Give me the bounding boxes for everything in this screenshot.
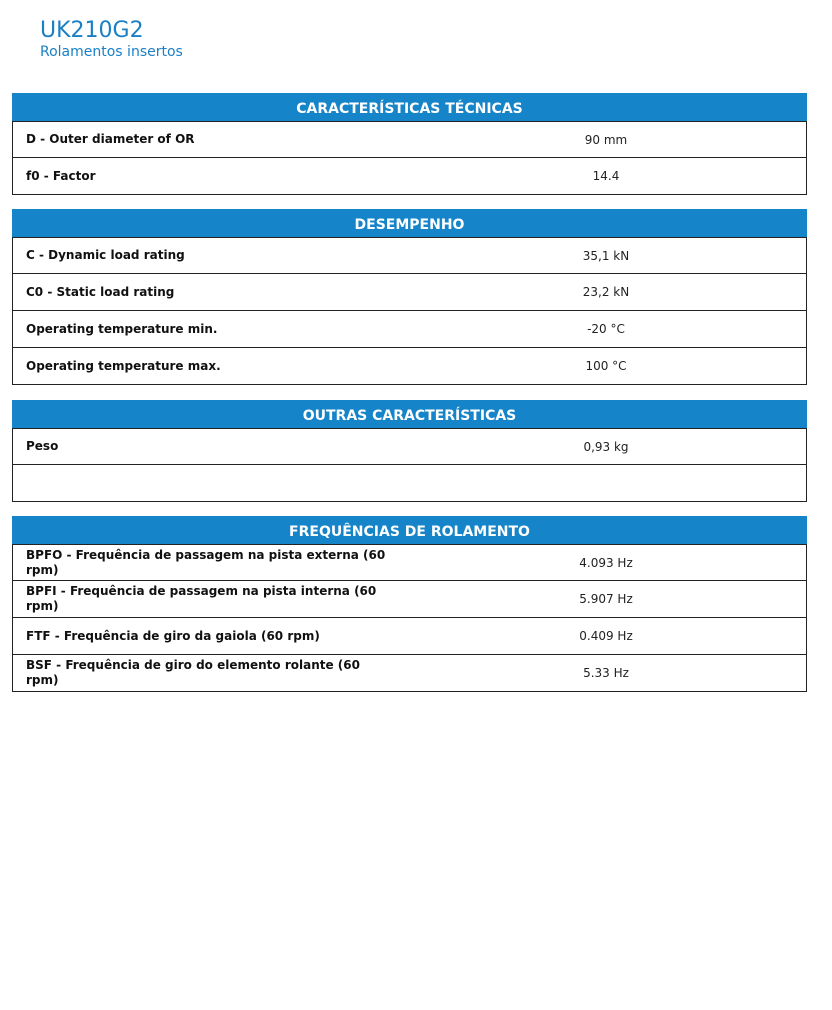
row-label: [13, 465, 406, 501]
section-performance: [12, 209, 807, 385]
table-row: [12, 311, 807, 348]
table-row: [12, 465, 807, 502]
section-title: CARACTERÍSTICAS TÉCNICAS: [12, 93, 807, 121]
section-technical: [12, 93, 807, 195]
row-label: Peso: [26, 439, 59, 453]
row-label: BPFI - Frequência de passagem na pista interna (60 rpm): [26, 584, 377, 613]
row-label: BSF - Frequência de giro do elemento rolante (60 rpm): [26, 658, 360, 687]
table-row: [12, 618, 807, 655]
row-label: D - Outer diameter of OR: [26, 132, 195, 146]
row-label: f0 - Factor: [26, 168, 96, 183]
row-label: C - Dynamic load rating: [26, 248, 185, 262]
row-value: 90 mm: [584, 132, 628, 147]
row-label: Operating temperature max.: [26, 358, 221, 373]
table-row: [12, 237, 807, 274]
row-value: 100 °C: [585, 359, 627, 373]
row-label: FTF - Frequência de giro da gaiola (60 rpm): [26, 628, 320, 643]
row-label: Operating temperature min.: [26, 321, 218, 336]
table-row: [12, 348, 807, 385]
table-row: [12, 121, 807, 158]
section-frequencies: [12, 516, 807, 692]
table-row: [12, 158, 807, 195]
header: [40, 18, 183, 60]
row-value: 4.093 Hz: [579, 555, 633, 570]
table-row: [12, 428, 807, 465]
row-value: -20 °C: [587, 322, 625, 336]
table-row: [12, 274, 807, 311]
product-category: Rolamentos insertos: [40, 44, 183, 60]
section-title: OUTRAS CARACTERÍSTICAS: [12, 400, 807, 428]
row-value: 23,2 kN: [582, 285, 630, 299]
table-row: [12, 544, 807, 581]
row-value: 14.4: [592, 169, 620, 183]
section-title: FREQUÊNCIAS DE ROLAMENTO: [12, 516, 807, 544]
row-value: [406, 465, 806, 501]
table-row: [12, 655, 807, 692]
product-title: UK210G2: [40, 18, 144, 43]
section-title: DESEMPENHO: [12, 209, 807, 237]
row-value: 35,1 kN: [582, 248, 630, 263]
row-label: C0 - Static load rating: [26, 284, 175, 299]
row-value: 0.409 Hz: [579, 629, 633, 643]
row-value: 0,93 kg: [583, 439, 629, 454]
row-label: BPFO - Frequência de passagem na pista externa (60 rpm): [26, 547, 386, 577]
row-value: 5.33 Hz: [583, 666, 629, 680]
section-other: [12, 400, 807, 502]
row-value: 5.907 Hz: [579, 592, 633, 606]
table-row: [12, 581, 807, 618]
